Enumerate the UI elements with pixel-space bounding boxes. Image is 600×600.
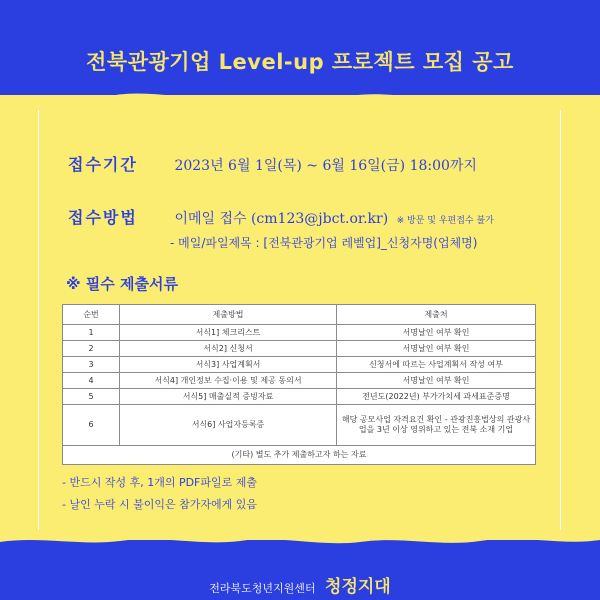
table-cell: 서명날인 여부 확인 <box>337 325 536 341</box>
note-item: - 날인 누락 시 불이익은 참가자에게 있음 <box>62 498 257 511</box>
table-cell: 해당 공모사업 자격요건 확인 - 관광진흥법상의 관광사업을 3년 이상 영위하고 있는 전북 소재 기업 <box>337 405 536 446</box>
table-cell: 서식6] 사업자등록증 <box>120 405 337 446</box>
frame-line-left <box>38 110 39 530</box>
footer-brand-logo: 청정지대 <box>325 577 391 597</box>
period-label: 접수기간 <box>68 155 138 174</box>
table-row <box>63 325 536 341</box>
table-cell: 서명날인 여부 확인 <box>337 341 536 357</box>
table-cell: 전년도(2022년) 부가가치세 과세표준증명 <box>337 389 536 405</box>
footer-org: 전라북도청년지원센터 <box>209 582 316 595</box>
table-cell: 신청서에 따르는 사업계획서 작성 여부 <box>337 357 536 373</box>
table-cell: 서명날인 여부 확인 <box>337 373 536 389</box>
table-cell: 2 <box>63 341 120 357</box>
page-title: 전북관광기업 Level-up 프로젝트 모집 공고 <box>86 50 514 74</box>
header-cell: 제출방법 <box>120 305 337 325</box>
table-header-row <box>63 305 536 325</box>
table-row <box>63 357 536 373</box>
method-subline: - 메일/파일제목 : [전북관광기업 레벨업]_신청자명(업체명) <box>170 236 478 250</box>
table-cell: 1 <box>63 325 120 341</box>
note-item: - 반드시 작성 후, 1개의 PDF파일로 제출 <box>62 476 258 489</box>
required-docs-title: ※ 필수 제출서류 <box>66 275 178 293</box>
header-cell: 제출처 <box>337 305 536 325</box>
table-cell: (기타) 별도 추가 제출하고자 하는 자료 <box>63 446 536 465</box>
table-cell: 5 <box>63 389 120 405</box>
period-value: 2023년 6월 1일(목) ~ 6월 16일(금) 18:00까지 <box>174 158 477 174</box>
table-row <box>63 341 536 357</box>
table-footer-row <box>63 446 536 465</box>
footer <box>0 572 600 597</box>
header-cell: 순번 <box>63 305 120 325</box>
table-cell: 서식1] 체크리스트 <box>120 325 337 341</box>
frame-line-right <box>560 110 561 530</box>
table-row <box>63 389 536 405</box>
table-cell: 6 <box>63 405 120 446</box>
notes-list <box>62 474 257 518</box>
method-value: 이메일 접수 (cm123@jbct.or.kr) <box>174 211 389 227</box>
period-row <box>68 152 477 175</box>
torn-top-edge <box>0 88 600 108</box>
method-label: 접수방법 <box>68 208 138 227</box>
table-row <box>63 405 536 446</box>
torn-bottom-edge <box>0 530 600 550</box>
method-note: ※ 방문 및 우편접수 불가 <box>396 216 494 226</box>
table-cell: 3 <box>63 357 120 373</box>
required-docs-table <box>62 304 536 465</box>
table-cell: 서식3] 사업계획서 <box>120 357 337 373</box>
table-cell: 서식4] 개인정보 수집·이용 및 제공 동의서 <box>120 373 337 389</box>
table-cell: 서식2] 신청서 <box>120 341 337 357</box>
table-row <box>63 373 536 389</box>
table-cell: 4 <box>63 373 120 389</box>
table-cell: 서식5] 매출실적 증빙자료 <box>120 389 337 405</box>
method-row <box>68 205 494 228</box>
